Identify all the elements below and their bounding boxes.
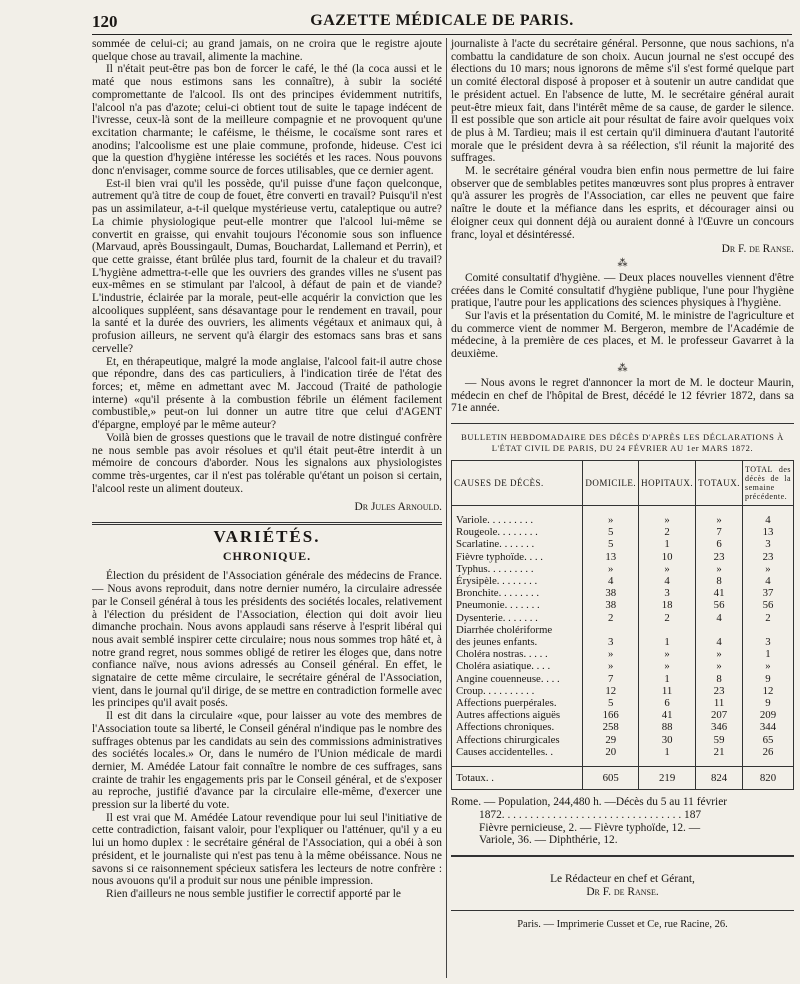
count-cell: 2 xyxy=(583,612,639,624)
column-header: HOPITAUX. xyxy=(639,460,696,505)
count-cell: 13 xyxy=(743,526,794,538)
chronique-paragraph: Rien d'ailleurs ne nous semble justifier le correctif apporté par le xyxy=(106,888,401,900)
count-cell: 8 xyxy=(696,575,743,587)
count-cell: » xyxy=(639,514,696,526)
count-cell: 29 xyxy=(583,734,639,746)
count-cell: » xyxy=(583,648,639,660)
count-cell: 23 xyxy=(696,551,743,563)
page-number: 120 xyxy=(92,12,118,31)
count-cell: 41 xyxy=(639,709,696,721)
count-cell: » xyxy=(583,563,639,575)
table-row xyxy=(452,599,794,611)
article-paragraph: Et, en thérapeutique, malgré la mode anglaise, l'alcool fait-il autre chose que répondre, dans des cas particuliers, à l'indication tirée de l'état des forces; et, même en admettant avec M. Jaccoud (Traité de pathologie interne) «qu'il présente à la combustion fébrile un élément facilement combustible,» peut-on lui donner un autre titre que celui d'AGENT d'épargne, employé par le même auteur? xyxy=(92,355,442,432)
count-cell: 21 xyxy=(696,746,743,758)
count-cell: 88 xyxy=(639,721,696,733)
count-cell: 56 xyxy=(696,599,743,611)
count-cell: 219 xyxy=(639,767,696,790)
article-paragraph: M. le secrétaire général voudra bien enfin nous permettre de lui faire observer que de semblables petites manœuvres sont plus propres à entraver qu'à assurer les progrès de l'Association, car elles ne peuvent que faire naître le doute et la méfiance dans les esprits, et décourager ainsi ou éloigner ceux qui donnent déjà ou auraient donné à l'Œuvre un concours franc, loyal et désintéressé. xyxy=(451,165,794,241)
count-cell: 8 xyxy=(696,673,743,685)
count-cell: » xyxy=(743,563,794,575)
count-cell: » xyxy=(583,514,639,526)
count-cell: 5 xyxy=(583,526,639,538)
count-cell: 20 xyxy=(583,746,639,758)
cause-cell: Causes accidentelles. . xyxy=(452,746,583,758)
journal-title: GAZETTE MÉDICALE DE PARIS. xyxy=(310,12,574,29)
table-row xyxy=(452,575,794,587)
article-paragraph: Voilà bien de grosses questions que le travail de notre distingué confrère ne nous semble pas avoir résolues et qu'il était peut-être interdit à un mémoire de concours d'aborder. Nous les signalons aux physiologistes comme très-urgentes, car il n'est pas tolérable qu'étant un poison si certain, l'alcool reste un aliment douteux. xyxy=(92,431,442,495)
count-cell: » xyxy=(696,648,743,660)
obituary-paragraph: — Nous avons le regret d'annoncer la mort de M. le docteur Maurin, médecin en chef de l'hôpital de Brest, décédé le 12 février 1872, dans sa 71e année. xyxy=(451,376,794,415)
cause-cell: Rougeole. . . . . . . . xyxy=(452,526,583,538)
divider xyxy=(451,910,794,911)
table-row xyxy=(452,636,794,648)
table-row xyxy=(452,660,794,672)
cause-cell: Choléra asiatique. . . . xyxy=(452,660,583,672)
cause-cell: Fièvre typhoïde. . . . xyxy=(452,551,583,563)
table-row xyxy=(452,673,794,685)
count-cell: 258 xyxy=(583,721,639,733)
comite-paragraph: Sur l'avis et la présentation du Comité, M. le ministre de l'agriculture et du commerce vient de nommer M. Bergeron, membre de l'Académie de médecine, à la première de ces places, et M. le professeur Gavarret à la deuxième. xyxy=(451,310,794,361)
imprint-line: Paris. — Imprimerie Cusset et Ce, rue Racine, 26. xyxy=(517,919,728,931)
rome-line: Variole, 36. — Diphthérie, 12. xyxy=(479,834,618,847)
table-row xyxy=(452,563,794,575)
count-cell: 4 xyxy=(743,514,794,526)
table-row xyxy=(452,697,794,709)
count-cell: » xyxy=(696,660,743,672)
count-cell: » xyxy=(696,514,743,526)
table-row xyxy=(452,648,794,660)
cause-cell: Angine couenneuse. . . . xyxy=(452,673,583,685)
count-cell: 65 xyxy=(743,734,794,746)
cause-cell: Typhus. . . . . . . . . xyxy=(452,563,583,575)
count-cell: 820 xyxy=(743,767,794,790)
rome-line: 1872. . . . . . . . . . . . . . . . . . . . . . . . . . . . . . . . 187 xyxy=(479,808,702,821)
cause-cell: Érysipèle. . . . . . . . xyxy=(452,575,583,587)
author-signature: Dr F. de Ranse. xyxy=(721,243,794,256)
count-cell: 5 xyxy=(583,697,639,709)
subsection-title: CHRONIQUE. xyxy=(222,548,312,563)
count-cell: 4 xyxy=(696,612,743,624)
count-cell: 2 xyxy=(639,612,696,624)
count-cell: 209 xyxy=(743,709,794,721)
count-cell xyxy=(743,624,794,636)
count-cell: 1 xyxy=(639,746,696,758)
count-cell: 59 xyxy=(696,734,743,746)
spacer-row xyxy=(452,758,794,767)
cause-cell: Diarrhée cholériforme xyxy=(452,624,583,636)
table-row xyxy=(452,526,794,538)
count-cell: 23 xyxy=(696,685,743,697)
cause-cell: Totaux. . xyxy=(452,767,583,790)
count-cell: » xyxy=(639,648,696,660)
count-cell: 3 xyxy=(743,636,794,648)
cause-cell: Autres affections aiguës xyxy=(452,709,583,721)
chronique-paragraph: Il est vrai que M. Amédée Latour revendique pour lui seul l'initiative de cette contradiction, faisant valoir, pour l'expliquer ou l'atténuer, qu'il y a eu lui un homo duplex : le secrétaire général de l'Association, qui a obéi à son président, et le journaliste qui n'est pas tenu à la même obéissance. Nous ne savons si ce raisonnement spécieux satisfera les lecteurs de notre confrère : nous avouons qu'il a produit sur nous une pénible impression. xyxy=(92,811,442,888)
count-cell: 11 xyxy=(639,685,696,697)
divider xyxy=(451,855,794,857)
comite-paragraph: Comité consultatif d'hygiène. — Deux places nouvelles viennent d'être créées dans le Comité consultatif d'hygiène publique, l'une pour l'hygiène pratique, l'autre pour les applications des sciences physiques à l'hygiène. xyxy=(451,271,794,310)
left-column xyxy=(92,38,442,901)
count-cell: 23 xyxy=(743,551,794,563)
article-paragraph: journaliste à l'acte du secrétaire général. Personne, que nous sachions, n'a combattu la candidature de son choix. Aucun journal ne s'est occupé des élections du 10 mars; nous ignorons de même s'il s'est formé quelque part un comité électoral disposé à proposer et à soutenir un autre candidat que le président actuel. En l'absence de lutte, M. le secrétaire général aurait peut-être mieux fait, dans l'intérêt même de sa cause, de garder le silence. Il est possible que son article ait pour résultat de faire avoir quelques voix de plus à M. Tardieu; mais il est certain qu'il diminuera d'autant l'autorité morale que le président devra à sa réélection, s'il réunit la majorité des suffrages. xyxy=(451,38,794,165)
table-row xyxy=(452,685,794,697)
table-header-row xyxy=(452,460,794,505)
section-title: VARIÉTÉS. xyxy=(213,527,321,547)
count-cell: » xyxy=(639,563,696,575)
count-cell: 9 xyxy=(743,673,794,685)
count-cell: 4 xyxy=(639,575,696,587)
count-cell: 3 xyxy=(639,587,696,599)
table-row xyxy=(452,514,794,526)
count-cell: 4 xyxy=(743,575,794,587)
table-row xyxy=(452,746,794,758)
table-row xyxy=(452,538,794,550)
count-cell: 26 xyxy=(743,746,794,758)
totals-row xyxy=(452,767,794,790)
editor-name: Dr F. de Ranse. xyxy=(586,885,659,898)
editor-title: Le Rédacteur en chef et Gérant, xyxy=(550,873,695,886)
table-row xyxy=(452,734,794,746)
count-cell: » xyxy=(696,563,743,575)
count-cell: 344 xyxy=(743,721,794,733)
count-cell: 5 xyxy=(583,538,639,550)
table-row xyxy=(452,709,794,721)
page-header xyxy=(92,8,792,35)
spacer-row xyxy=(452,505,794,514)
rome-line: Rome. — Population, 244,480 h. —Décès du 5 au 11 février xyxy=(451,796,728,809)
count-cell: » xyxy=(639,660,696,672)
right-column xyxy=(451,38,794,932)
cause-cell: Affections chroniques. xyxy=(452,721,583,733)
count-cell: » xyxy=(583,660,639,672)
asterism-divider: ⁂ xyxy=(617,362,628,374)
cause-cell: Affections chirurgicales xyxy=(452,734,583,746)
count-cell: 41 xyxy=(696,587,743,599)
cause-cell: Croup. . . . . . . . . . xyxy=(452,685,583,697)
count-cell: 10 xyxy=(639,551,696,563)
count-cell xyxy=(639,624,696,636)
column-header: CAUSES DE DÉCÈS. xyxy=(452,460,583,505)
rome-statistics xyxy=(451,796,794,847)
count-cell: 166 xyxy=(583,709,639,721)
article-paragraph: Il n'était peut-être pas bon de forcer le café, le thé (la coca aussi et le maté que nous estimons sans les connaître), à subir la société compromettante de l'alcool. Ils ont des principes évidemment nutritifs, l'alcool n'a pas d'azote; celui-ci obtient tout de suite le tapage indécent de l'ivresse, ceux-là sont de la meilleure compagnie et ne provoquent qu'une excitation charmante; le caféisme, le théisme, le cocaïsme sont rares et anodins; l'alcoolisme est une plaie commune, profonde, hideuse. C'est ici que la question d'hygiène intéresse les sociétés et les races. Nous pouvons donc n'envisager, comme source de forces utilisables, que ce dernier agent. xyxy=(92,63,442,178)
count-cell: 6 xyxy=(639,697,696,709)
count-cell: 13 xyxy=(583,551,639,563)
count-cell: 4 xyxy=(583,575,639,587)
cause-cell: Scarlatine. . . . . . . xyxy=(452,538,583,550)
count-cell: 2 xyxy=(743,612,794,624)
article-paragraph: sommée de celui-ci; au grand jamais, on ne croira que le registre ajoute quelque chose au travail, alimente la machine. xyxy=(92,38,442,63)
column-divider xyxy=(446,38,447,978)
count-cell: 3 xyxy=(583,636,639,648)
table-row xyxy=(452,551,794,563)
cause-cell: Affections puerpérales. xyxy=(452,697,583,709)
count-cell: 30 xyxy=(639,734,696,746)
count-cell: 3 xyxy=(743,538,794,550)
count-cell: 38 xyxy=(583,587,639,599)
table-row xyxy=(452,587,794,599)
section-separator xyxy=(92,522,442,525)
cause-cell: Pneumonie. . . . . . . xyxy=(452,599,583,611)
cause-cell: Choléra nostras. . . . . xyxy=(452,648,583,660)
column-header: TOTAL des décès de la semaine précédente. xyxy=(743,460,794,505)
count-cell: 346 xyxy=(696,721,743,733)
column-header: TOTAUX. xyxy=(696,460,743,505)
count-cell: » xyxy=(743,660,794,672)
count-cell: 18 xyxy=(639,599,696,611)
chronique-paragraph: Élection du président de l'Association générale des médecins de France. — Nous avons reproduit, dans notre dernier numéro, la circulaire adressée par le Conseil général à tous les présidents des sociétés locales, relativement à l'élection du président de l'Association, élection qui doit avoir lieu dimanche prochain. Nous avons applaudi sans réserve à l'esprit libéral qui nous avait semblé inspirer cette circulaire; nous nous sommes trop hâté et, à notre grand regret, nous sommes obligé de retirer les éloges que, dans notre confiance naïve, nous avions adressés au Conseil général. En effet, le signataire de cette même circulaire, le secrétaire général de l'Association, vient, dans le journal qu'il dirige, de se mettre en contradiction formelle avec les principes qu'il avait posés. xyxy=(92,570,442,710)
count-cell: 1 xyxy=(639,636,696,648)
author-signature: Dr Jules Arnould. xyxy=(354,501,442,514)
count-cell: 37 xyxy=(743,587,794,599)
death-statistics-table xyxy=(451,460,794,790)
chronique-paragraph: Il est dit dans la circulaire «que, pour laisser au vote des membres de l'Association toute sa liberté, le Conseil général n'indique pas le nombre des suffrages obtenus par les candidats au sein des commissions administratives des sociétés locales.» Or, dans le numéro de l'Union médicale de mardi dernier, M. Amédée Latour fait connaître le nombre de ces suffrages, sans crainte de trahir les engagements pris par le Conseil général, et de s'exposer au reproche, justifié d'avance par la circulaire elle-même, d'exercer une pression sur la liberté du vote. xyxy=(92,710,442,812)
count-cell: 207 xyxy=(696,709,743,721)
count-cell xyxy=(583,624,639,636)
count-cell: 4 xyxy=(696,636,743,648)
cause-cell: Variole. . . . . . . . . xyxy=(452,514,583,526)
rome-line: Fièvre pernicieuse, 2. — Fièvre typhoïde, 12. — xyxy=(479,821,701,834)
count-cell: 1 xyxy=(639,673,696,685)
table-row xyxy=(452,612,794,624)
asterism-divider: ⁂ xyxy=(617,257,628,269)
cause-cell: des jeunes enfants. xyxy=(452,636,583,648)
count-cell: 38 xyxy=(583,599,639,611)
count-cell: 2 xyxy=(639,526,696,538)
count-cell: 56 xyxy=(743,599,794,611)
count-cell: 824 xyxy=(696,767,743,790)
count-cell: 1 xyxy=(639,538,696,550)
count-cell: 11 xyxy=(696,697,743,709)
cause-cell: Bronchite. . . . . . . . xyxy=(452,587,583,599)
column-header: DOMICILE. xyxy=(583,460,639,505)
count-cell xyxy=(696,624,743,636)
cause-cell: Dysenterie. . . . . . . xyxy=(452,612,583,624)
count-cell: 605 xyxy=(583,767,639,790)
count-cell: 12 xyxy=(743,685,794,697)
divider xyxy=(451,423,794,424)
count-cell: 12 xyxy=(583,685,639,697)
count-cell: 6 xyxy=(696,538,743,550)
count-cell: 7 xyxy=(583,673,639,685)
bulletin-title: BULLETIN HEBDOMADAIRE DES DÉCÈS D'APRÈS LES DÉCLARATIONS À L'ÉTAT CIVIL DE PARIS, DU 24 FÉVRIER AU 1er MARS 1872. xyxy=(461,431,784,453)
count-cell: 1 xyxy=(743,648,794,660)
article-paragraph: Est-il bien vrai qu'il les possède, qu'il puisse d'une façon quelconque, autrement qu'à titre de coup de fouet, être converti en travail? Puisqu'il n'est pas un assimilateur, a-t-il quelque mystérieuse vertu, cataleptique ou autre? La chimie physiologique peut-elle montrer que l'alcool lui-même se convertit en graisse, qui envahit toujours l'économie sous son influence (Marvaud, après Boussingault, Dumas, Bouchardat, Lallemand et Perrin), et que cette graisse, étant brûlée plus tard, fournit de la chaleur et du travail? L'hygiène admettra-t-elle que les ouvriers des grandes villes ne s'usent pas eux-mêmes en se stimulant par l'alcool, à défaut de pain et de viande? L'industrie, éclairée par la morale, peut-elle acquérir la conviction que les alcooliques suppléent, sans désavantage pour le rendement en travail, pour la santé et la durée des ouvriers, les aliments végétaux et animaux qui, à profusion ailleurs, ne servent qu'à élargir des estomacs sans bras et sans cervelle? xyxy=(92,177,442,355)
count-cell: 7 xyxy=(696,526,743,538)
table-row xyxy=(452,624,794,636)
count-cell: 9 xyxy=(743,697,794,709)
table-row xyxy=(452,721,794,733)
